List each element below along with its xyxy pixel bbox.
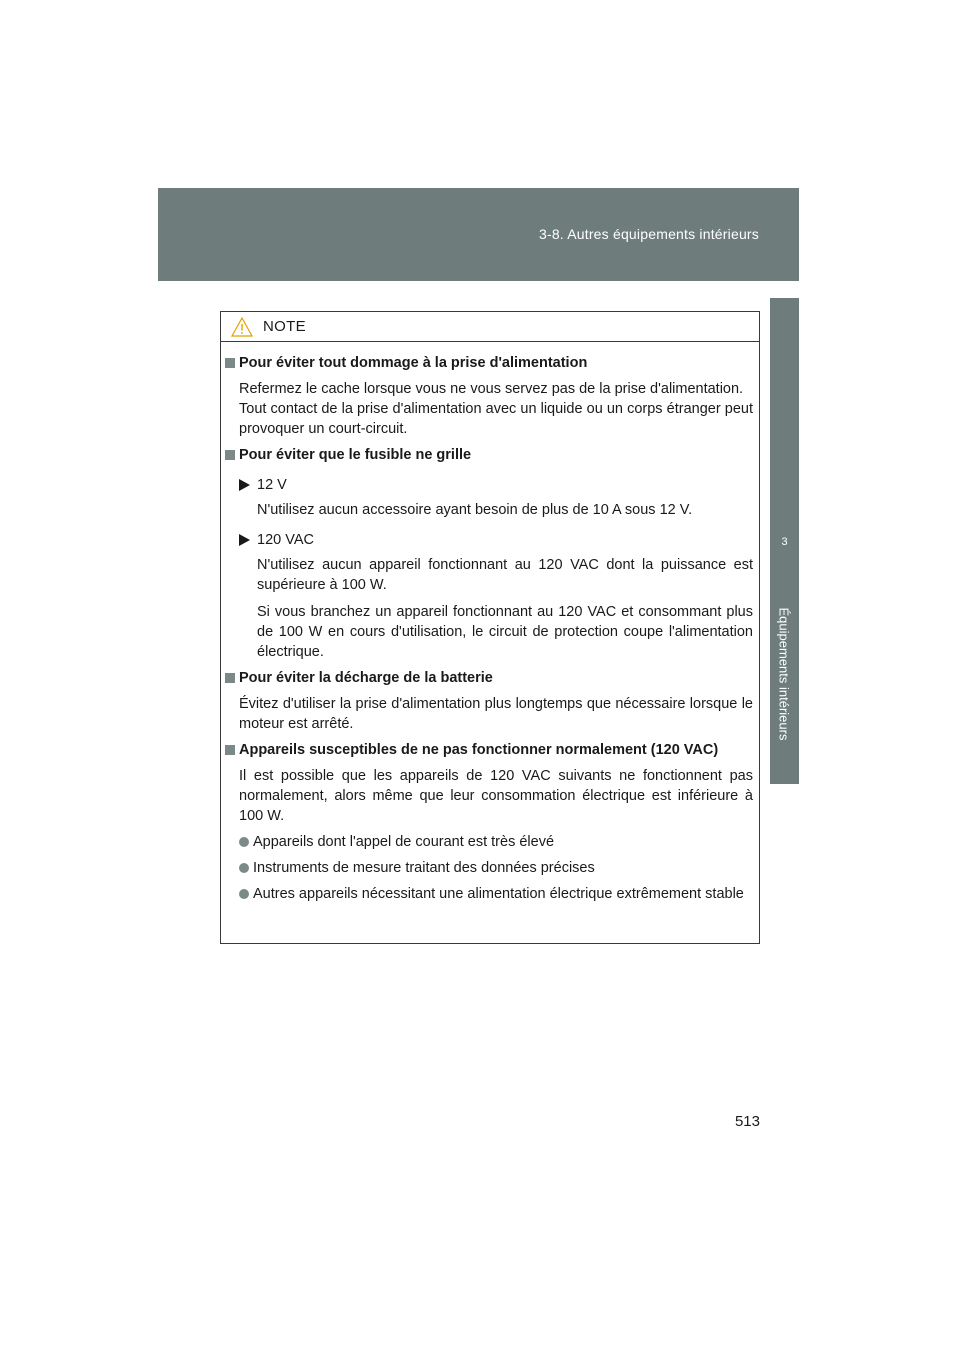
paragraph: Il est possible que les appareils de 120 VAC suivants ne fonctionnent pas normalement, alors même que leur consommation électrique est inférieure à 100 W. [239,768,753,824]
section-heading: Pour éviter tout dommage à la prise d'alimentation [225,353,753,373]
header-band [158,188,799,281]
list-item: Autres appareils nécessitant une alimentation électrique extrêmement stable [239,884,753,904]
page-number: 513 [734,1113,760,1130]
square-bullet-icon [225,745,235,755]
note-box [220,311,760,944]
arrow-right-icon [239,534,250,546]
circle-bullet-icon [239,863,249,873]
note-label: NOTE [263,318,306,335]
note-header [221,312,759,342]
paragraph: Évitez d'utiliser la prise d'alimentation plus longtemps que nécessaire lorsque le moteur est arrêté. [239,696,753,732]
paragraph: Si vous branchez un appareil fonctionnant au 120 VAC et consommant plus de 100 W en cours d'utilisation, le circuit de protection coupe l'alimentation électrique. [257,604,753,660]
section-heading: Pour éviter la décharge de la batterie [225,668,753,688]
section-heading: Appareils susceptibles de ne pas fonctionner normalement (120 VAC) [225,740,753,760]
square-bullet-icon [225,358,235,368]
square-bullet-icon [225,673,235,683]
item-label: 12 V [257,475,753,495]
warning-triangle-icon [231,317,253,337]
paragraph: N'utilisez aucun appareil fonctionnant au 120 VAC dont la puissance est supérieure à 100 W. [257,557,753,593]
chapter-title: Équipements intérieurs [776,607,792,741]
square-bullet-icon [225,450,235,460]
circle-bullet-icon [239,837,249,847]
item-label: 120 VAC [257,530,753,550]
chapter-side-tab [770,298,799,784]
list-item: Instruments de mesure traitant des données précises [239,858,753,878]
paragraph: Refermez le cache lorsque vous ne vous servez pas de la prise d'alimentation. Tout contact de la prise d'alimentation avec un liquide ou un corps étranger peut provoquer un court-circuit. [239,381,753,437]
section-title: 3-8. Autres équipements intérieurs [538,226,759,242]
section-heading: Pour éviter que le fusible ne grille [225,445,753,465]
chapter-number: 3 [781,536,788,548]
note-body [221,342,759,904]
list-item: Appareils dont l'appel de courant est très élevé [239,832,753,852]
paragraph: N'utilisez aucun accessoire ayant besoin de plus de 10 A sous 12 V. [257,502,693,518]
circle-bullet-icon [239,889,249,899]
arrow-right-icon [239,479,250,491]
